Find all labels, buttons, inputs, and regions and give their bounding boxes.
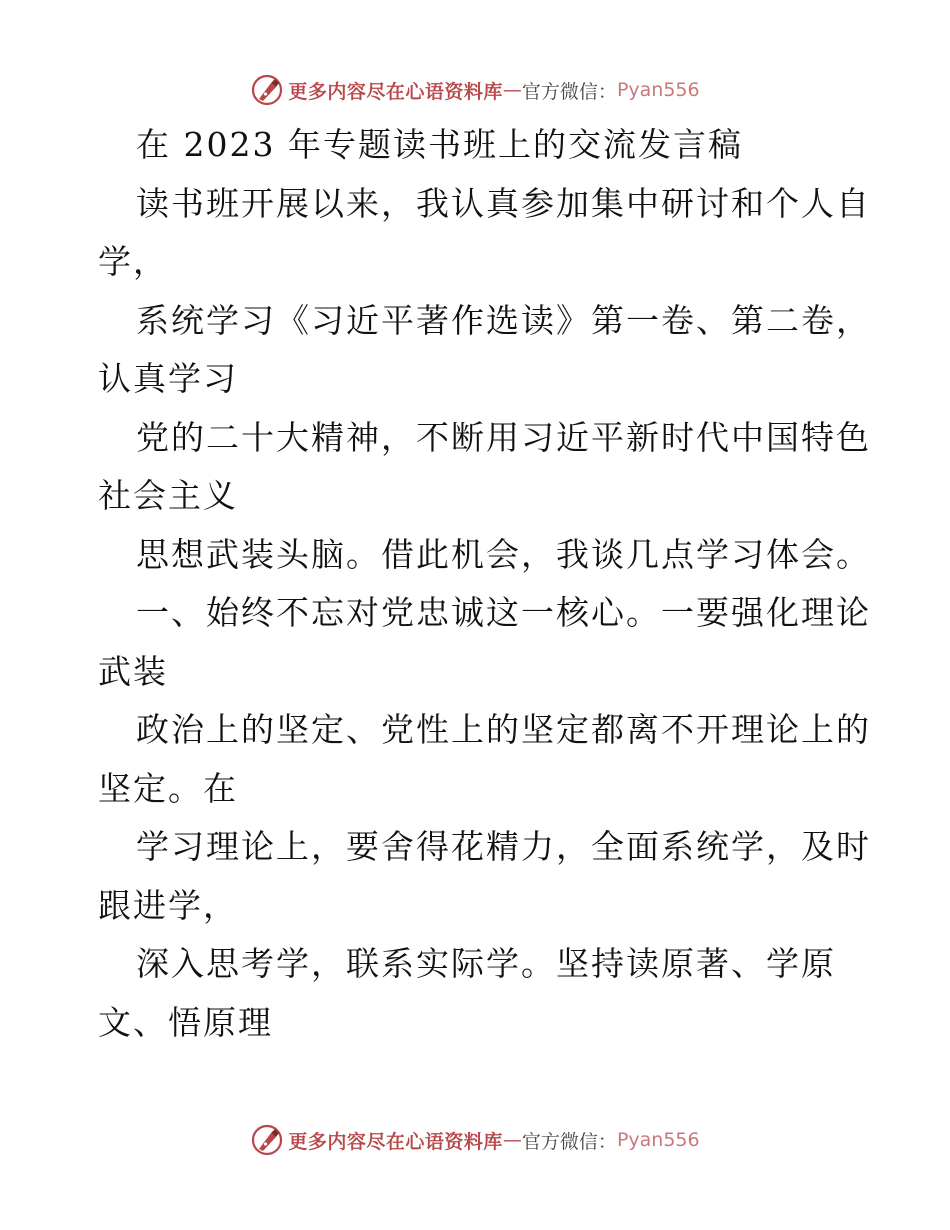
document-title: 在 2023 年专题读书班上的交流发言稿 [136, 125, 743, 164]
paragraph-line: 文、悟原理 [98, 1002, 273, 1042]
section-heading-line: 一、始终不忘对党忠诚这一核心。一要强化理论 [136, 593, 871, 632]
document-body [0, 116, 950, 1052]
paragraph-line: 社会主义 [98, 476, 238, 515]
banner-dash: — [502, 1129, 522, 1151]
paragraph-line: 党的二十大精神，不断用习近平新时代中国特色 [136, 417, 871, 457]
pen-nib-logo-icon [250, 1123, 284, 1157]
footer-banner [0, 1120, 950, 1160]
wechat-label: 官方微信： [521, 80, 617, 103]
promo-text: 更多内容尽在心语资料库 [288, 80, 503, 103]
promo-text: 更多内容尽在心语资料库 [288, 1130, 503, 1153]
paragraph-line: 深入思考学，联系实际学。坚持读原著、学原 [136, 944, 836, 983]
paragraph-line: 学， [98, 242, 168, 281]
paragraph-line: 武装 [98, 651, 168, 691]
paragraph-line: 学习理论上，要舍得花精力，全面系统学，及时 [136, 827, 871, 866]
wechat-label: 官方微信： [521, 1130, 617, 1153]
paragraph-line: 读书班开展以来，我认真参加集中研讨和个人自 [136, 183, 871, 223]
header-banner [0, 70, 950, 110]
paragraph-line: 政治上的坚定、党性上的坚定都离不开理论上的 [136, 710, 871, 749]
banner-dash: — [502, 79, 522, 101]
paragraph-line: 坚定。在 [98, 768, 238, 808]
pen-nib-logo-icon [250, 73, 284, 107]
paragraph-line: 认真学习 [98, 359, 238, 398]
paragraph-line: 跟进学， [98, 885, 238, 925]
wechat-account: Pyan556 [616, 1129, 700, 1151]
paragraph-line: 系统学习《习近平著作选读》第一卷、第二卷， [136, 300, 871, 340]
wechat-account: Pyan556 [616, 79, 700, 101]
paragraph-line: 思想武装头脑。借此机会，我谈几点学习体会。 [136, 534, 871, 574]
